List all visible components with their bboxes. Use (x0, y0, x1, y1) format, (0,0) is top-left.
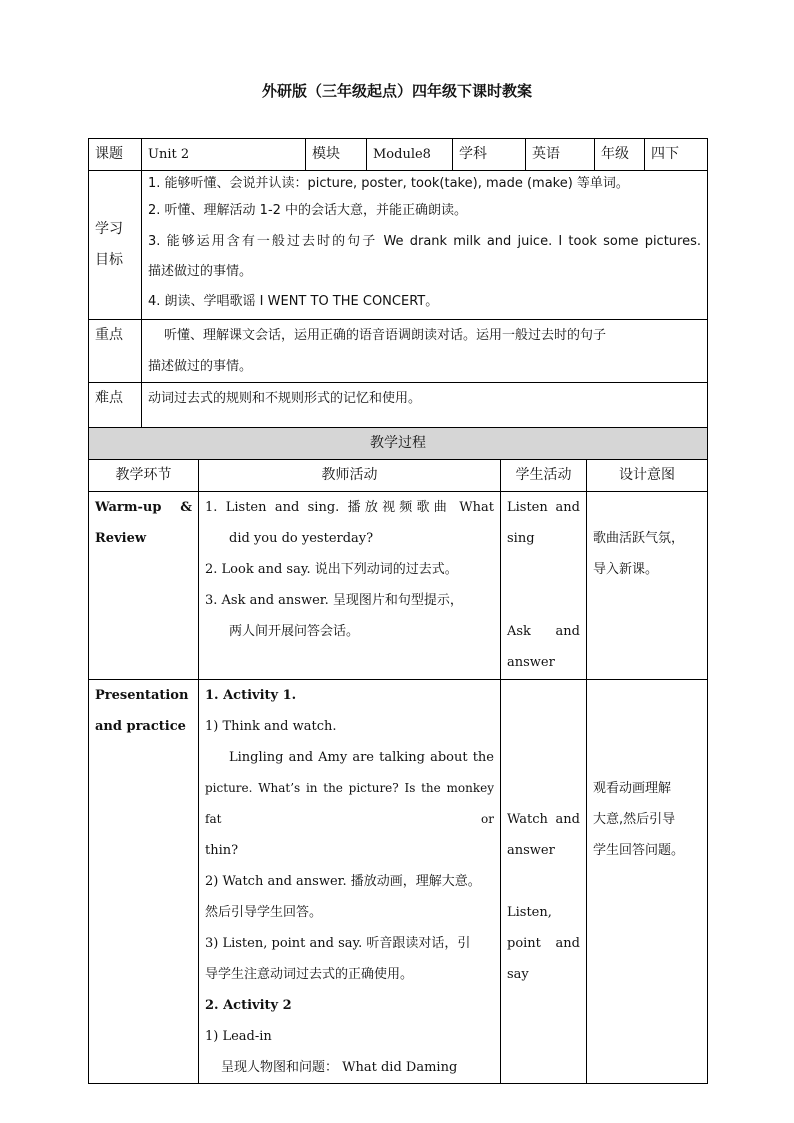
presentation-teacher (199, 680, 501, 1084)
topic-value: Unit 2 (142, 139, 306, 171)
warmup-student-line: Listen and (507, 500, 580, 515)
info-table (88, 138, 708, 433)
presentation-teacher-line: picture. What’s in the picture? Is the monkey fat or (205, 781, 494, 826)
warmup-student-line: answer (507, 655, 555, 670)
grade-label: 年级 (595, 139, 645, 171)
subject-label: 学科 (453, 139, 526, 171)
header-teacher: 教师活动 (199, 460, 501, 492)
grade-value: 四下 (645, 139, 708, 171)
warmup-stage-amp: & (180, 500, 192, 515)
module-value: Module8 (367, 139, 453, 171)
warmup-stage-word-2: Review (95, 531, 147, 546)
objectives-label (89, 171, 142, 320)
presentation-student-line: Listen, (507, 905, 552, 920)
presentation-student (501, 680, 587, 1084)
warmup-student-line: sing (507, 531, 535, 546)
presentation-teacher-line: Lingling and Amy are talking about the (229, 750, 494, 765)
header-design: 设计意图 (587, 460, 708, 492)
objectives-content (142, 171, 708, 320)
presentation-teacher-line: 1) Think and watch. (205, 719, 337, 734)
header-stage: 教学环节 (89, 460, 199, 492)
warmup-teacher-line: 两人间开展问答会话。 (229, 624, 360, 639)
topic-label: 课题 (89, 139, 142, 171)
key-line: 描述做过的事情。 (148, 359, 253, 374)
key-label: 重点 (89, 320, 142, 383)
process-table (88, 427, 708, 1084)
objectives-label-line-1: 学习 (95, 221, 123, 237)
presentation-teacher-line: 2. Activity 2 (205, 998, 292, 1013)
objectives-label-line-2: 目标 (95, 252, 123, 268)
presentation-teacher-line: 3) Listen, point and say. 听音跟读对话，引 (205, 936, 471, 951)
presentation-stage-word-2: and practice (95, 719, 186, 734)
document-title: 外研版（三年级起点）四年级下课时教案 (261, 82, 532, 100)
warmup-design-line: 导入新课。 (593, 562, 659, 577)
warmup-teacher-line: 1. Listen and sing. 播放视频歌曲 What (205, 500, 494, 515)
presentation-teacher-line: 2) Watch and answer. 播放动画，理解大意。 (205, 874, 481, 889)
presentation-teacher-line: 然后引导学生回答。 (205, 905, 323, 920)
warmup-design-line: 歌曲活跃气氛， (593, 531, 685, 546)
warmup-student-line (507, 585, 580, 616)
presentation-student-line: point and (507, 936, 580, 951)
warmup-teacher (199, 492, 501, 680)
presentation-stage (89, 680, 199, 1084)
subject-value: 英语 (526, 139, 595, 171)
presentation-student-line: say (507, 967, 529, 982)
warmup-teacher-line: 3. Ask and answer. 呈现图片和句型提示， (205, 593, 463, 608)
warmup-design (587, 492, 708, 680)
presentation-student-line: Watch and (507, 812, 580, 827)
presentation-design-line: 学生回答问题。 (593, 843, 685, 858)
warmup-teacher-line: 2. Look and say. 说出下列动词的过去式。 (205, 562, 458, 577)
presentation-student-line (507, 866, 580, 897)
presentation-design-line: 大意,然后引导 (593, 812, 676, 827)
difficulty-content: 动词过去式的规则和不规则形式的记忆和使用。 (142, 383, 708, 433)
objective-item: 描述做过的事情。 (148, 264, 253, 279)
presentation-teacher-line: 1) Lead-in (205, 1029, 272, 1044)
warmup-stage (89, 492, 199, 680)
presentation-teacher-line: 呈现人物图和问题： What did Daming (221, 1060, 458, 1075)
warmup-stage-word: Warm-up (95, 500, 162, 515)
presentation-design (587, 680, 708, 1084)
presentation-teacher-line: thin? (205, 843, 239, 858)
key-line: 听懂、理解课文会话，运用正确的语音语调朗读对话。运用一般过去时的句子 (164, 328, 607, 343)
presentation-teacher-line: 导学生注意动词过去式的正确使用。 (205, 967, 414, 982)
presentation-stage-word: Presentation (95, 688, 189, 703)
objective-item: 4. 朗读、学唱歌谣 I WENT TO THE CONCERT。 (148, 294, 439, 309)
module-label: 模块 (306, 139, 367, 171)
process-banner: 教学过程 (89, 428, 708, 460)
presentation-design-line: 观看动画理解 (593, 781, 672, 796)
objective-item: 1. 能够听懂、会说并认读：picture, poster, took(take), made (make) 等单词。 (148, 176, 629, 191)
warmup-student-line: Ask and (507, 624, 580, 639)
objective-item: 2. 听懂、理解活动 1-2 中的会话大意，并能正确朗读。 (148, 203, 468, 218)
warmup-student (501, 492, 587, 680)
difficulty-label: 难点 (89, 383, 142, 433)
presentation-teacher-line: 1. Activity 1. (205, 688, 297, 703)
warmup-teacher-line: did you do yesterday? (229, 531, 374, 546)
warmup-student-line (507, 554, 580, 585)
key-content (142, 320, 708, 383)
presentation-student-line: answer (507, 843, 555, 858)
header-student: 学生活动 (501, 460, 587, 492)
objective-item: 3. 能够运用含有一般过去时的句子 We drank milk and juice. I took some pictures. (148, 234, 701, 249)
